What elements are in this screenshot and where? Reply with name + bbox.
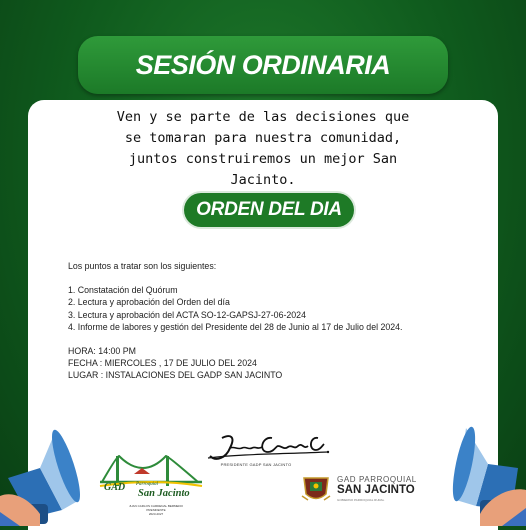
intro-line: juntos construiremos un mejor San: [128, 151, 398, 167]
logo-san-jacinto: San Jacinto: [138, 488, 190, 499]
agenda-block: [68, 260, 468, 382]
megaphone-icon: [418, 420, 526, 526]
detail-fecha: FECHA : MIERCOLES , 17 DE JULIO DEL 2024: [68, 358, 257, 369]
agenda-item: 4. Informe de labores y gestión del Presidente del 28 de Junio al 17 de Julio del 2024.: [68, 321, 403, 332]
intro-text: [96, 107, 430, 191]
logo-right-line2: SAN JACINTO: [337, 484, 415, 496]
megaphone-icon: [0, 420, 110, 526]
intro-line: se tomaran para nuestra comunidad,: [124, 130, 402, 146]
seal-icon: [300, 472, 332, 504]
detail-hora: HORA: 14:00 PM: [68, 346, 136, 357]
agenda-item: 3. Lectura y aprobación del ACTA SO-12-GAPSJ-27-06-2024: [68, 309, 306, 320]
agenda-item: 2. Lectura y aprobación del Orden del día: [68, 297, 230, 308]
logo-small-line: PRESIDENTE: [146, 508, 166, 512]
page-title: SESIÓN ORDINARIA: [135, 49, 391, 80]
title-banner: [78, 36, 448, 94]
logo-small-line: JUAN CARLOS CARDENAL BERMEDO: [128, 504, 184, 508]
gad-parroquial-logo: [98, 452, 206, 518]
signature-caption: PRESIDENTE GADP SAN JACINTO: [220, 462, 292, 467]
agenda-lead: Los puntos a tratar son los siguientes:: [68, 261, 217, 271]
logo-gad: GAD: [104, 482, 126, 493]
logo-parroquial: Parroquial: [136, 482, 159, 487]
intro-line: Ven y se parte de las decisiones que: [116, 109, 410, 125]
section-title: ORDEN DEL DIA: [196, 199, 342, 220]
agenda-item: 1. Constatación del Quórum: [68, 285, 178, 296]
detail-lugar: LUGAR : INSTALACIONES DEL GADP SAN JACINTO: [68, 370, 283, 381]
logo-right-line3: GOBIERNO PARROQUIAL RURAL: [337, 498, 385, 502]
section-banner: [184, 193, 354, 227]
logo-small-text: [118, 504, 194, 516]
logo-right-line1: GAD PARROQUIAL: [337, 475, 417, 484]
logo-small-line: 2023-2027: [148, 512, 164, 516]
gad-san-jacinto-logo: [300, 472, 420, 506]
intro-line: Jacinto.: [230, 172, 296, 188]
